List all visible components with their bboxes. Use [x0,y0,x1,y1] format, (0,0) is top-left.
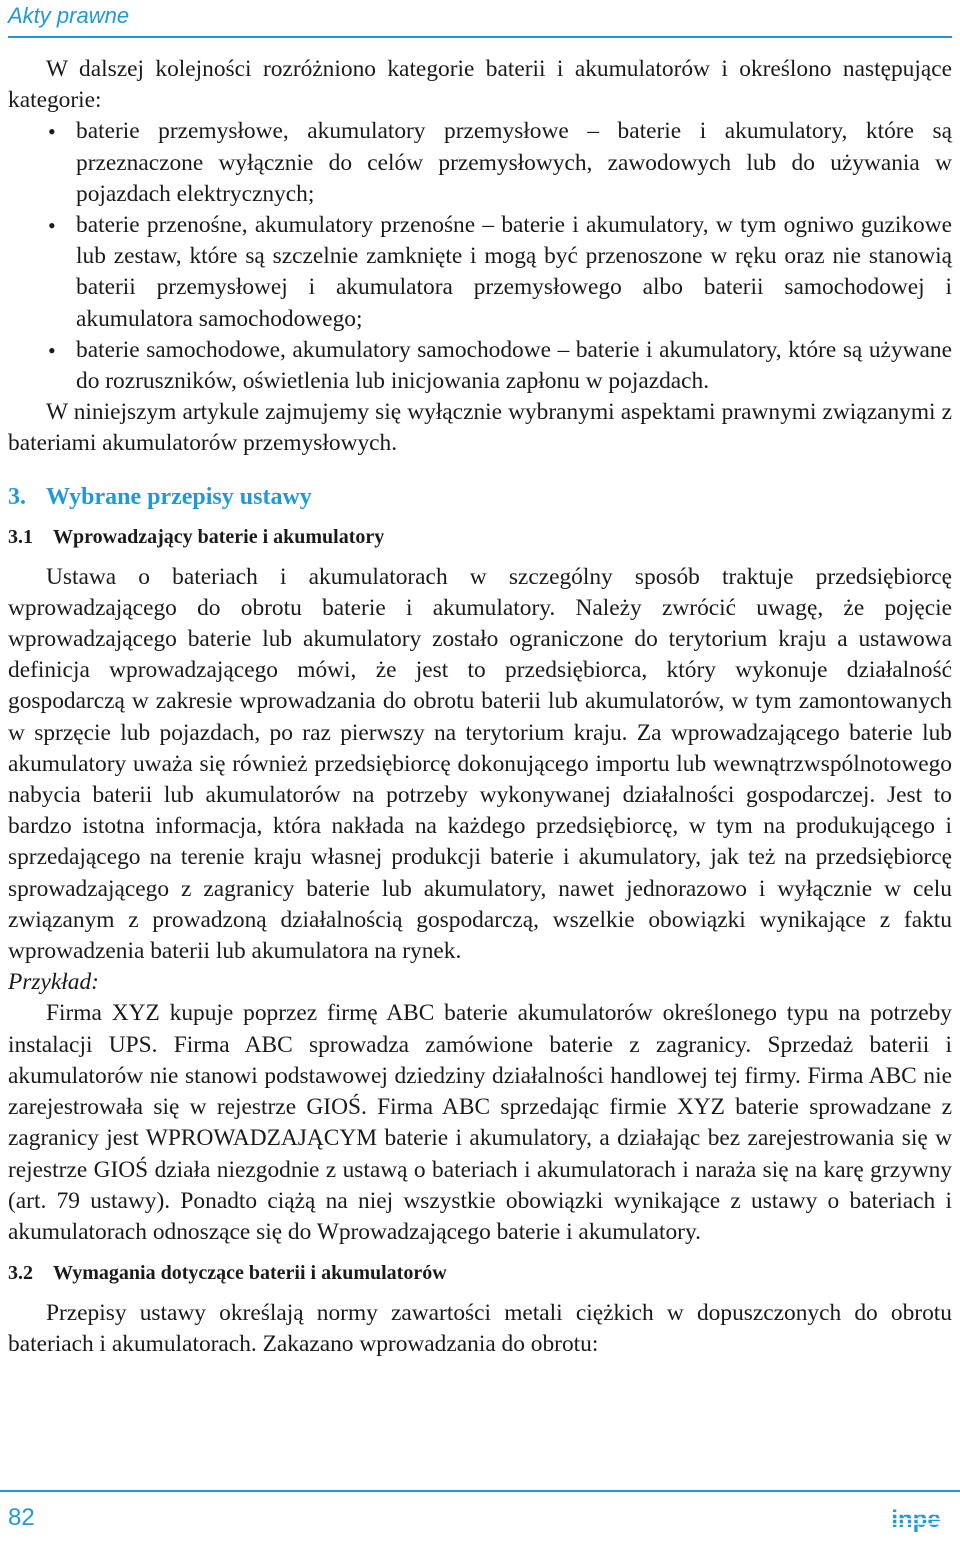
logo-text: inpe [891,1506,941,1533]
section-3-1-title: Wprowadzający baterie i akumulatory [53,525,385,548]
list-item [8,116,952,210]
section-3-1-body: Ustawa o bateriach i akumulatorach w szczególny sposób traktuje przedsiębiorcę wprowadzającego do obrotu baterie i akumulatory. Należy zwrócić uwagę, że pojęcie wprowadzającego baterie lub akumulatory zostało ograniczone do terytorium kraju a ustawowa definicja wprowadzającego mówi, że jest to przedsiębiorca, który wykonuje działalność gospodarczą w zakresie wprowadzania do obrotu baterii lub akumulatorów, w tym zamontowanych w sprzęcie lub pojazdach, po raz pierwszy na terytorium kraju. Za wprowadzającego baterie lub akumulatory uważa się również przedsiębiorcę dokonującego importu lub wewnątrzwspólnotowego nabycia baterii lub akumulatorów na potrzeby wykonywanej działalności gospodarczej. Jest to bardzo istotna informacja, która nakłada na każdego przedsiębiorcę, w tym na produkującego i sprzedającego na terenie kraju własnej produkcji baterie i akumulatory, jak też na przedsiębiorcę sprowadzającego z zagranicy baterie lub akumulatory, nawet jednorazowo i wyłącznie w celu związanym z prowadzoną działalnością gospodarczą, wszelkie obowiązki wynikające z faktu wprowadzenia baterii lub akumulatora na rynek. [8,563,952,965]
example-body: Firma XYZ kupuje poprzez firmę ABC baterie akumulatorów określonego typu na potrzeby instalacji UPS. Firma ABC sprowadza zamówione baterie z zagranicy. Sprzedaż baterii i akumulatorów nie stanowi podstawowej dziedziny działalności handlowej tej firmy. Firma ABC nie zarejestrowała się w rejestrze GIOŚ. Firma ABC sprzedając firmie XYZ baterie sprowadzane z zagranicy jest WPROWADZAJĄCYM baterie i akumulatory, a działając bez zarejestrowania się w rejestrze GIOŚ działa niezgodnie z ustawą o bateriach i akumulatorach i naraża się na karę grzywny (art. 79 ustawy). Ponadto ciążą na niej wszystkie obowiązki wynikające z ustawy o bateriach i akumulatorach odnoszące się do Wprowadzającego baterie i akumulatory. [8,1000,952,1245]
section-3-title: Wybrane przepisy ustawy [46,483,312,510]
bullet-icon: • [48,213,56,239]
section-3-heading [8,482,952,512]
list-item-text: baterie przemysłowe, akumulatory przemysłowe – baterie i akumulatory, które są przeznaczone wyłącznie do celów przemysłowych, zawodowych lub do używania w pojazdach elektrycznych; [76,118,952,207]
section-3-1-number: 3.1 [8,525,33,548]
category-list [8,116,952,397]
article-content [8,54,952,1361]
scope-paragraph: W niniejszym artykule zajmujemy się wyłącznie wybranymi aspektami prawnymi związanymi z bateriami akumulatorów przemysłowych. [8,399,952,457]
section-3-2-body: Przepisy ustawy określają normy zawartości metali ciężkich w dopuszczonych do obrotu bateriach i akumulatorach. Zakazano wprowadzania do obrotu: [8,1300,952,1358]
bullet-icon: • [48,119,56,145]
section-3-2-heading [8,1260,952,1286]
bullet-icon: • [48,337,56,363]
list-item [8,335,952,397]
section-header-title: Akty prawne [8,3,130,28]
list-item-text: baterie samochodowe, akumulatory samochodowe – baterie i akumulatory, które są używane do rozruszników, oświetlenia lub inicjowania zapłonu w pojazdach. [76,336,952,395]
list-item [8,210,952,335]
inpe-logo-icon [880,1500,952,1536]
page-number: 82 [8,1504,35,1531]
section-3-1-heading [8,524,952,550]
page-footer [0,1490,960,1543]
section-3-2-title: Wymagania dotyczące baterii i akumulatorów [53,1262,447,1285]
example-label: Przykład: [8,969,99,996]
section-3-2-number: 3.2 [8,1262,33,1285]
section-3-number: 3. [8,483,26,510]
list-item-text: baterie przenośne, akumulatory przenośne – baterie i akumulatory, w tym ogniwo guzikowe lub zestaw, które są szczelnie zamknięte i mogą być przenoszone w ręku oraz nie stanowią baterii przemysłowej i akumulatora przemysłowego albo baterii samochodowej i akumulatora samochodowego; [76,212,952,332]
page-header [8,0,952,38]
intro-paragraph: W dalszej kolejności rozróżniono kategorie baterii i akumulatorów i określono następujące kategorie: [8,56,952,114]
